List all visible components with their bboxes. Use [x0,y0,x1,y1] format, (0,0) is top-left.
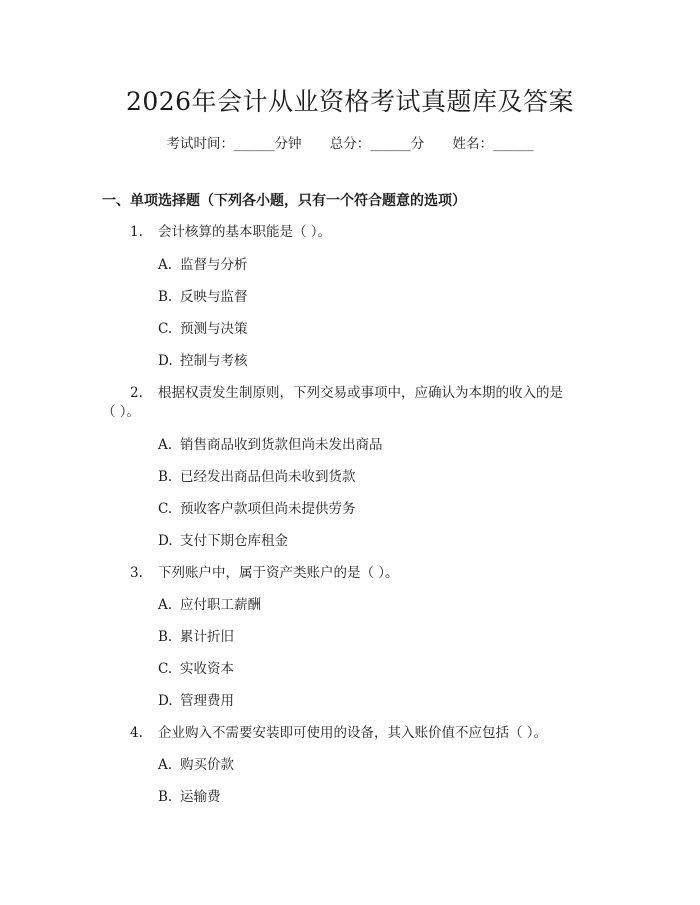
question-4 [130,724,547,742]
option-3-b [158,628,234,646]
option-1-c [158,320,248,338]
option-text: 实收资本 [180,661,234,677]
option-text: 购买价款 [180,757,234,773]
option-2-c [158,500,356,518]
option-4-a [158,756,234,774]
question-text: 根据权责发生制原则，下列交易或事项中，应确认为本期的收入的是 [158,385,563,401]
option-text: 应付职工薪酬 [180,597,261,613]
option-letter: B. [158,789,173,805]
question-number: 3. [130,565,143,581]
option-1-d [158,352,248,370]
option-3-a [158,596,261,614]
option-text: 累计折旧 [180,629,234,645]
option-letter: A. [158,437,173,453]
question-number: 2. [130,385,143,401]
option-letter: B. [158,469,173,485]
question-text: 会计核算的基本职能是（ ）。 [158,224,332,240]
option-text: 管理费用 [180,693,234,709]
option-letter: A. [158,757,173,773]
document-title: 2026年会计从业资格考试真题库及答案 [125,87,575,116]
option-2-a [158,436,383,454]
option-2-d [158,532,288,550]
option-letter: D. [158,693,173,709]
option-text: 销售商品收到货款但尚未发出商品 [180,437,383,453]
question-text: 企业购入不需要安装即可使用的设备，其入账价值不应包括（ ）。 [158,725,548,741]
option-letter: B. [158,629,173,645]
option-letter: B. [158,289,173,305]
option-3-c [158,660,234,678]
option-text: 预测与决策 [180,321,248,337]
option-letter: D. [158,353,173,369]
question-2 [130,384,563,402]
option-4-b [158,788,221,806]
total-score-field: 总分：______分 [329,136,425,152]
option-letter: D. [158,533,173,549]
question-number: 1. [130,224,143,240]
option-2-b [158,468,356,486]
option-letter: C. [158,661,173,677]
option-text: 运输费 [180,789,221,805]
option-text: 反映与监督 [180,289,248,305]
option-letter: C. [158,321,173,337]
option-1-a [158,256,248,274]
option-text: 监督与分析 [180,257,248,273]
option-1-b [158,288,248,306]
option-3-d [158,692,234,710]
option-text: 预收客户款项但尚未提供劳务 [180,501,356,517]
exam-time-field: 考试时间：______分钟 [166,136,302,152]
question-text: 下列账户中，属于资产类账户的是（ ）。 [158,565,399,581]
question-2-continuation: （ ）。 [102,404,141,420]
question-3 [130,564,399,582]
option-letter: C. [158,501,173,517]
exam-meta-row [0,132,700,152]
question-number: 4. [130,725,143,741]
question-1 [130,223,331,241]
option-letter: A. [158,597,173,613]
option-letter: A. [158,257,173,273]
section-heading: 一、单项选择题（下列各小题，只有一个符合题意的选项） [102,193,466,209]
option-text: 支付下期仓库租金 [180,533,288,549]
option-text: 控制与考核 [180,353,248,369]
option-text: 已经发出商品但尚未收到货款 [180,469,356,485]
name-field: 姓名：______ [452,136,534,152]
